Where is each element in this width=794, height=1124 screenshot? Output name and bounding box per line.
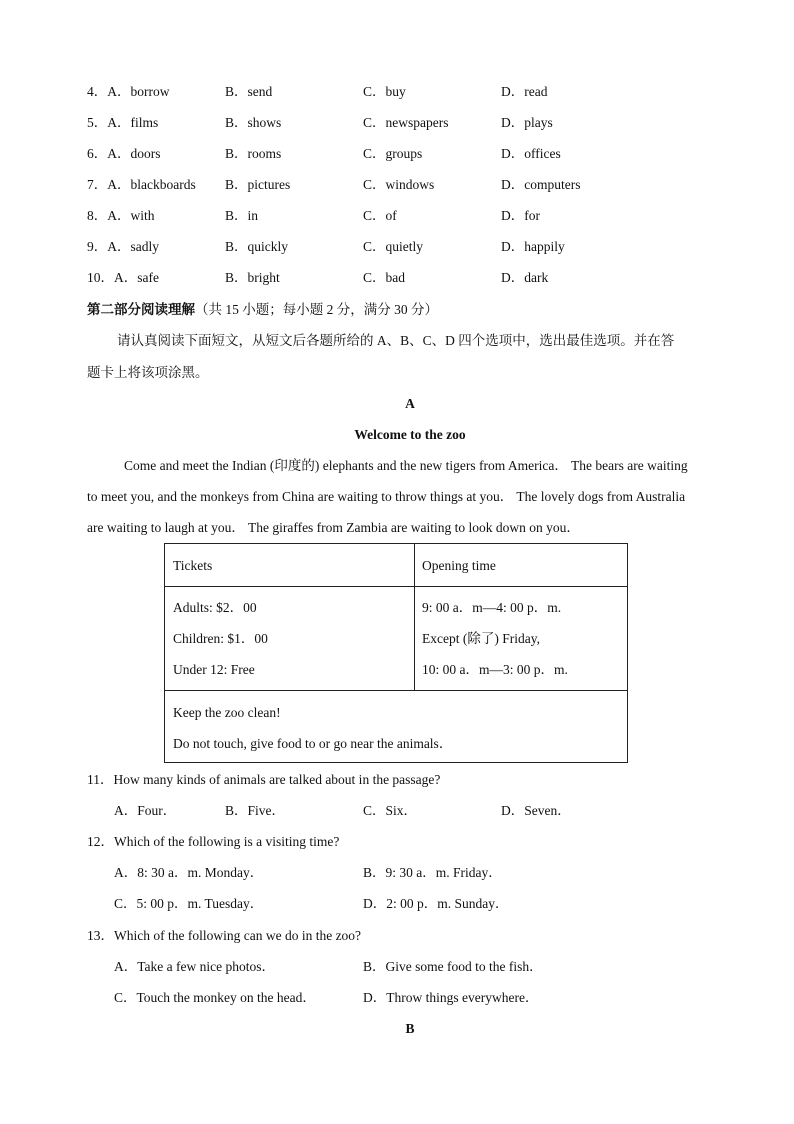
answer-option: D．Throw things everywhere． <box>363 990 539 1005</box>
answer-option: C．5: 00 p．m. Tuesday． <box>114 896 264 911</box>
passage-line: Come and meet the Indian (印度的) elephants and the new tigers from America． The bears are waiting <box>124 458 688 473</box>
table-divider <box>165 690 627 691</box>
option-a: 7．A．blackboards <box>87 177 196 192</box>
option-b: B．bright <box>225 270 280 285</box>
passage-line: to meet you, and the monkeys from China are waiting to throw things at you． The lovely dogs from Australia <box>87 489 686 504</box>
zoo-rule: Do not touch, give food to or go near the animals． <box>173 736 453 751</box>
child-price: Children: $1．00 <box>173 631 268 646</box>
option-a: 10．A．safe <box>87 270 159 285</box>
option-c: C．buy <box>363 84 406 99</box>
option-b: B．rooms <box>225 146 282 161</box>
zoo-rule: Keep the zoo clean! <box>173 705 281 720</box>
tickets-header: Tickets <box>173 558 213 573</box>
answer-option: C．Six． <box>363 803 418 818</box>
table-divider <box>414 544 415 690</box>
cloze-option-row <box>0 271 794 289</box>
adult-price: Adults: $2．00 <box>173 600 257 615</box>
opening-hours: 9: 00 a．m—4: 00 p．m. <box>422 600 562 615</box>
section-heading <box>87 303 438 317</box>
cloze-option-row <box>0 85 794 103</box>
option-c: C．newspapers <box>363 115 449 130</box>
answer-option: A．Four． <box>114 803 177 818</box>
table-divider <box>165 586 627 587</box>
friday-hours: 10: 00 a．m—3: 00 p．m. <box>422 662 568 677</box>
answer-option: D．2: 00 p．m. Sunday． <box>363 896 509 911</box>
option-c: C．quietly <box>363 239 423 254</box>
answer-option: B．Give some food to the fish． <box>363 959 543 974</box>
option-a: 9．A．sadly <box>87 239 159 254</box>
option-c: C．bad <box>363 270 405 285</box>
question-stem: 11．How many kinds of animals are talked about in the passage? <box>87 772 441 787</box>
option-b: B．in <box>225 208 259 223</box>
option-d: D．computers <box>501 177 581 192</box>
answer-option: D．Seven． <box>501 803 571 818</box>
cloze-option-row <box>0 116 794 134</box>
option-c: C．groups <box>363 146 423 161</box>
answer-option: B．9: 30 a．m. Friday． <box>363 865 502 880</box>
cloze-option-row <box>0 209 794 227</box>
passage-letter-a: A <box>405 396 415 411</box>
cloze-option-row <box>0 240 794 258</box>
option-d: D．happily <box>501 239 565 254</box>
question-stem: 12．Which of the following is a visiting time? <box>87 834 340 849</box>
option-a: 6．A．doors <box>87 146 161 161</box>
opening-exception: Except (除了) Friday, <box>422 631 540 646</box>
zoo-info-table <box>164 543 628 763</box>
cloze-option-row <box>0 178 794 196</box>
option-b: B．quickly <box>225 239 288 254</box>
answer-option: B．Five． <box>225 803 286 818</box>
option-d: D．plays <box>501 115 553 130</box>
option-c: C．of <box>363 208 397 223</box>
opening-time-header: Opening time <box>422 558 496 573</box>
answer-option: C．Touch the monkey on the head． <box>114 990 316 1005</box>
option-d: D．offices <box>501 146 561 161</box>
under12-price: Under 12: Free <box>173 662 255 677</box>
section-note: （共 15 小题；每小题 2 分，满分 30 分） <box>195 302 438 317</box>
section-title: 第二部分阅读理解 <box>87 302 195 317</box>
section-instruction: 请认真阅读下面短文，从短文后各题所给的 A、B、C、D 四个选项中，选出最佳选项。并在答 <box>117 333 675 348</box>
section-instruction-cont: 题卡上将该项涂黑。 <box>87 365 209 380</box>
passage-letter-b: B <box>405 1021 415 1036</box>
option-c: C．windows <box>363 177 435 192</box>
option-b: B．shows <box>225 115 282 130</box>
option-b: B．pictures <box>225 177 291 192</box>
passage-line: are waiting to laugh at you． The giraffes from Zambia are waiting to look down on you． <box>87 520 580 535</box>
question-stem: 13．Which of the following can we do in the zoo? <box>87 928 362 943</box>
answer-option: A．8: 30 a．m. Monday． <box>114 865 264 880</box>
answer-option: A．Take a few nice photos． <box>114 959 276 974</box>
option-d: D．read <box>501 84 548 99</box>
option-a: 4．A．borrow <box>87 84 170 99</box>
option-d: D．for <box>501 208 540 223</box>
passage-title: Welcome to the zoo <box>354 427 466 442</box>
option-d: D．dark <box>501 270 549 285</box>
cloze-option-row <box>0 147 794 165</box>
option-b: B．send <box>225 84 273 99</box>
option-a: 8．A．with <box>87 208 155 223</box>
option-a: 5．A．films <box>87 115 159 130</box>
